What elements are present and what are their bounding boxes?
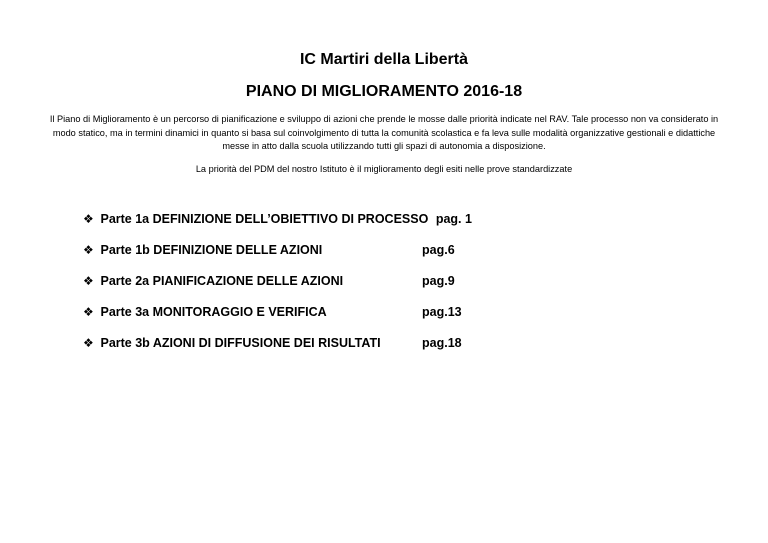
toc-item-parte-3b <box>83 335 583 366</box>
plan-title: PIANO DI MIGLIORAMENTO 2016-18 <box>245 83 523 100</box>
toc-item-page: pag.9 <box>422 274 455 288</box>
toc-item-parte-1a <box>83 211 583 242</box>
toc-item-label: Parte 3b AZIONI DI DIFFUSIONE DEI RISULTATI <box>100 336 381 350</box>
intro-paragraph: Il Piano di Miglioramento è un percorso di pianificazione e sviluppo di azioni che prende le mosse dalle priorità indicate nel RAV. Tale processo non va considerato in modo statico, ma in termini dinamici in quanto si basa sul coinvolgimento di tutta la comunità scolastica e fa leva sulle modalità organizzative gestionali e didattiche messe in atto dalla scuola utilizzando tutti gli spazi di autonomia a disposizione. <box>49 114 719 151</box>
priority-statement: La priorità del PDM del nostro Istituto è il miglioramento degli esiti nelle prove standardizzate <box>195 164 573 174</box>
table-of-contents <box>83 211 583 366</box>
diamond-bullet-icon: ❖ <box>83 274 94 288</box>
toc-item-parte-3a <box>83 304 583 335</box>
school-name: IC Martiri della Libertà <box>299 51 469 68</box>
diamond-bullet-icon: ❖ <box>83 336 94 350</box>
toc-item-parte-1b <box>83 242 583 273</box>
toc-item-page: pag.13 <box>422 305 462 319</box>
toc-item-label: Parte 2a PIANIFICAZIONE DELLE AZIONI <box>100 274 344 288</box>
diamond-bullet-icon: ❖ <box>83 305 94 319</box>
toc-item-parte-2a <box>83 273 583 304</box>
diamond-bullet-icon: ❖ <box>83 243 94 257</box>
toc-item-label: Parte 1a DEFINIZIONE DELL’OBIETTIVO DI PROCESSO <box>100 212 429 226</box>
toc-item-label: Parte 1b DEFINIZIONE DELLE AZIONI <box>100 243 323 257</box>
toc-item-page: pag.6 <box>422 243 455 257</box>
toc-item-page: pag. 1 <box>435 212 472 226</box>
diamond-bullet-icon: ❖ <box>83 212 94 226</box>
toc-item-label: Parte 3a MONITORAGGIO E VERIFICA <box>100 305 327 319</box>
toc-item-page: pag.18 <box>422 336 462 350</box>
